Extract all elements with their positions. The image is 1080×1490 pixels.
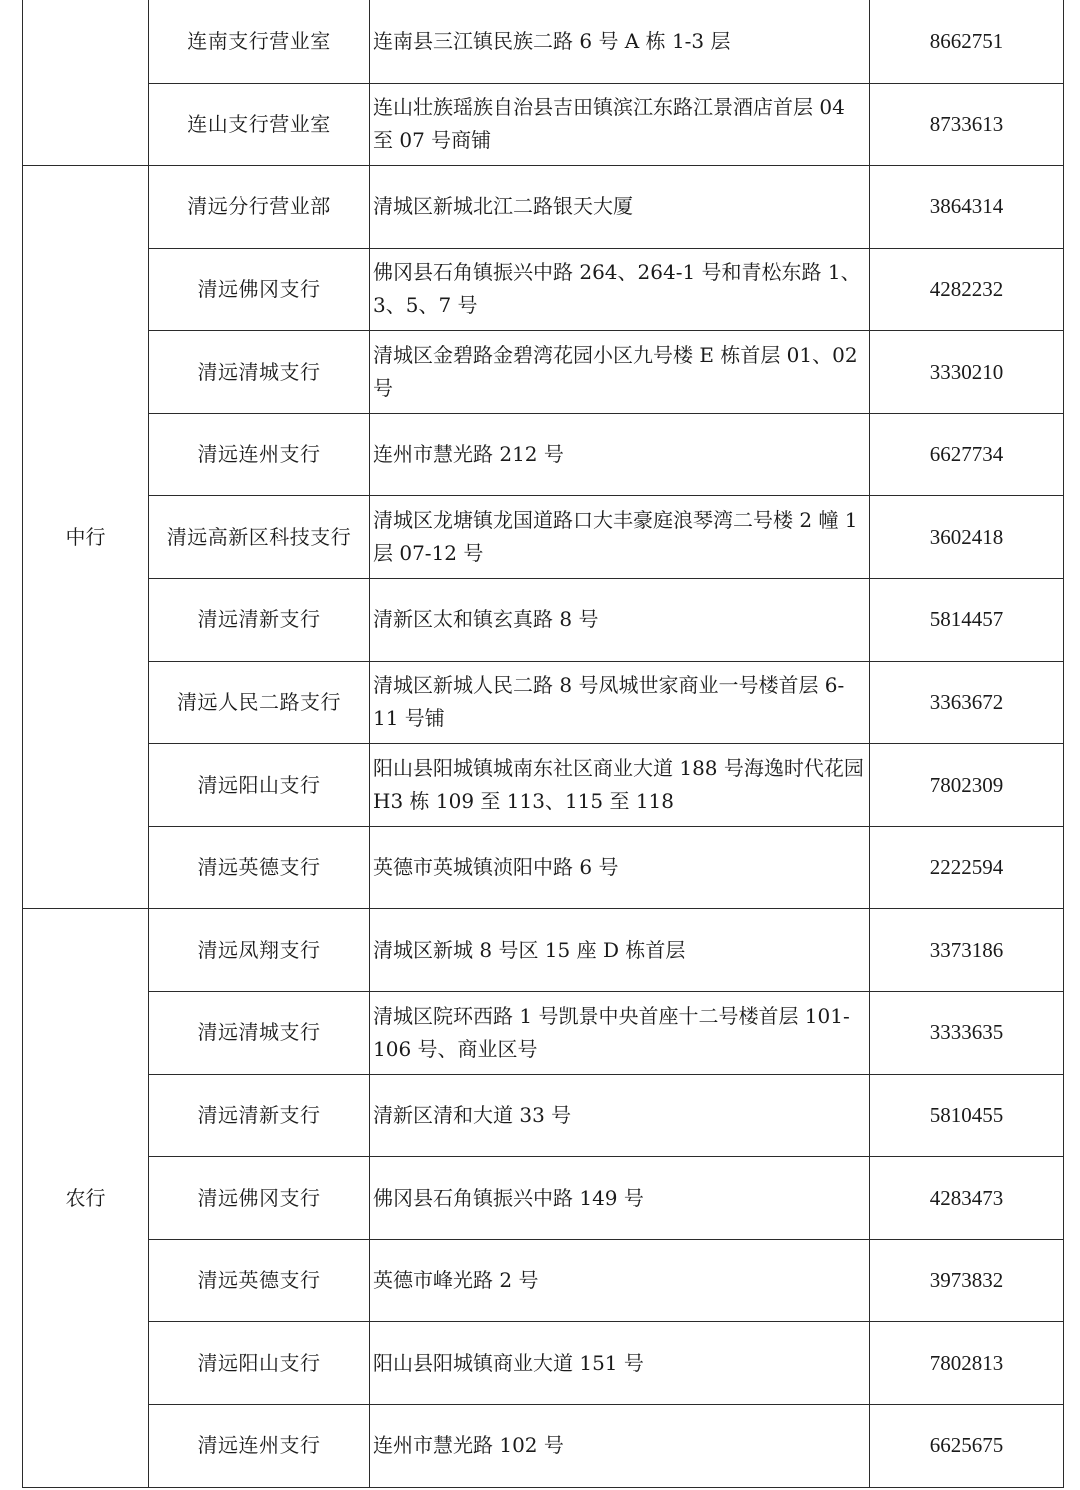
table-row (23, 1074, 1064, 1157)
table-row (23, 1157, 1064, 1240)
address-cell: 英德市英城镇浈阳中路 6 号 (370, 826, 870, 909)
table-row (23, 331, 1064, 414)
phone-cell: 3602418 (870, 496, 1064, 579)
address-cell: 英德市峰光路 2 号 (370, 1239, 870, 1322)
bank-name-cell (23, 0, 149, 166)
phone-cell: 7802813 (870, 1322, 1064, 1405)
phone-cell: 4282232 (870, 248, 1064, 331)
phone-cell: 8662751 (870, 0, 1064, 83)
table-row (23, 744, 1064, 827)
address-cell: 连山壮族瑶族自治县吉田镇滨江东路江景酒店首层 04 至 07 号商铺 (370, 83, 870, 166)
phone-cell: 4283473 (870, 1157, 1064, 1240)
branch-name-cell: 清远英德支行 (149, 826, 370, 909)
branch-name-cell: 清远阳山支行 (149, 1322, 370, 1405)
branch-name-cell: 清远佛冈支行 (149, 248, 370, 331)
address-cell: 清城区金碧路金碧湾花园小区九号楼 E 栋首层 01、02 号 (370, 331, 870, 414)
phone-cell: 7802309 (870, 744, 1064, 827)
branch-name-cell: 清远清城支行 (149, 992, 370, 1075)
table-row (23, 413, 1064, 496)
address-cell: 佛冈县石角镇振兴中路 149 号 (370, 1157, 870, 1240)
address-cell: 连南县三江镇民族二路 6 号 A 栋 1-3 层 (370, 0, 870, 83)
branch-name-cell: 清远人民二路支行 (149, 661, 370, 744)
table-body (23, 0, 1064, 1487)
branch-name-cell: 清远佛冈支行 (149, 1157, 370, 1240)
address-cell: 清城区新城北江二路银天大厦 (370, 166, 870, 249)
table-row (23, 496, 1064, 579)
table-row (23, 248, 1064, 331)
table-row (23, 1405, 1064, 1488)
branch-name-cell: 清远清新支行 (149, 1074, 370, 1157)
branch-name-cell: 清远英德支行 (149, 1239, 370, 1322)
table-row (23, 1239, 1064, 1322)
phone-cell: 8733613 (870, 83, 1064, 166)
table-row (23, 579, 1064, 662)
address-cell: 连州市慧光路 102 号 (370, 1405, 870, 1488)
bank-name-cell: 农行 (23, 909, 149, 1487)
phone-cell: 6627734 (870, 413, 1064, 496)
address-cell: 清城区新城人民二路 8 号凤城世家商业一号楼首层 6-11 号铺 (370, 661, 870, 744)
table-row (23, 1322, 1064, 1405)
phone-cell: 6625675 (870, 1405, 1064, 1488)
table-row (23, 83, 1064, 166)
address-cell: 连州市慧光路 212 号 (370, 413, 870, 496)
phone-cell: 3363672 (870, 661, 1064, 744)
table-row (23, 166, 1064, 249)
branch-name-cell: 连南支行营业室 (149, 0, 370, 83)
branch-name-cell: 连山支行营业室 (149, 83, 370, 166)
address-cell: 佛冈县石角镇振兴中路 264、264-1 号和青松东路 1、3、5、7 号 (370, 248, 870, 331)
phone-cell: 3373186 (870, 909, 1064, 992)
address-cell: 阳山县阳城镇城南东社区商业大道 188 号海逸时代花园 H3 栋 109 至 113、115 至 118 (370, 744, 870, 827)
table-row (23, 992, 1064, 1075)
phone-cell: 5814457 (870, 579, 1064, 662)
branch-name-cell: 清远分行营业部 (149, 166, 370, 249)
table-row (23, 909, 1064, 992)
branch-name-cell: 清远连州支行 (149, 413, 370, 496)
branch-name-cell: 清远连州支行 (149, 1405, 370, 1488)
phone-cell: 3864314 (870, 166, 1064, 249)
phone-cell: 3333635 (870, 992, 1064, 1075)
phone-cell: 2222594 (870, 826, 1064, 909)
phone-cell: 3973832 (870, 1239, 1064, 1322)
phone-cell: 5810455 (870, 1074, 1064, 1157)
address-cell: 清城区新城 8 号区 15 座 D 栋首层 (370, 909, 870, 992)
address-cell: 清新区太和镇玄真路 8 号 (370, 579, 870, 662)
table-row (23, 661, 1064, 744)
branch-name-cell: 清远清城支行 (149, 331, 370, 414)
branch-table (22, 0, 1064, 1488)
branch-name-cell: 清远凤翔支行 (149, 909, 370, 992)
address-cell: 清新区清和大道 33 号 (370, 1074, 870, 1157)
table-row (23, 826, 1064, 909)
address-cell: 阳山县阳城镇商业大道 151 号 (370, 1322, 870, 1405)
branch-name-cell: 清远阳山支行 (149, 744, 370, 827)
address-cell: 清城区龙塘镇龙国道路口大丰豪庭浪琴湾二号楼 2 幢 1 层 07-12 号 (370, 496, 870, 579)
address-cell: 清城区院环西路 1 号凯景中央首座十二号楼首层 101-106 号、商业区号 (370, 992, 870, 1075)
table-row (23, 0, 1064, 83)
bank-name-cell: 中行 (23, 166, 149, 909)
branch-name-cell: 清远清新支行 (149, 579, 370, 662)
branch-name-cell: 清远高新区科技支行 (149, 496, 370, 579)
phone-cell: 3330210 (870, 331, 1064, 414)
